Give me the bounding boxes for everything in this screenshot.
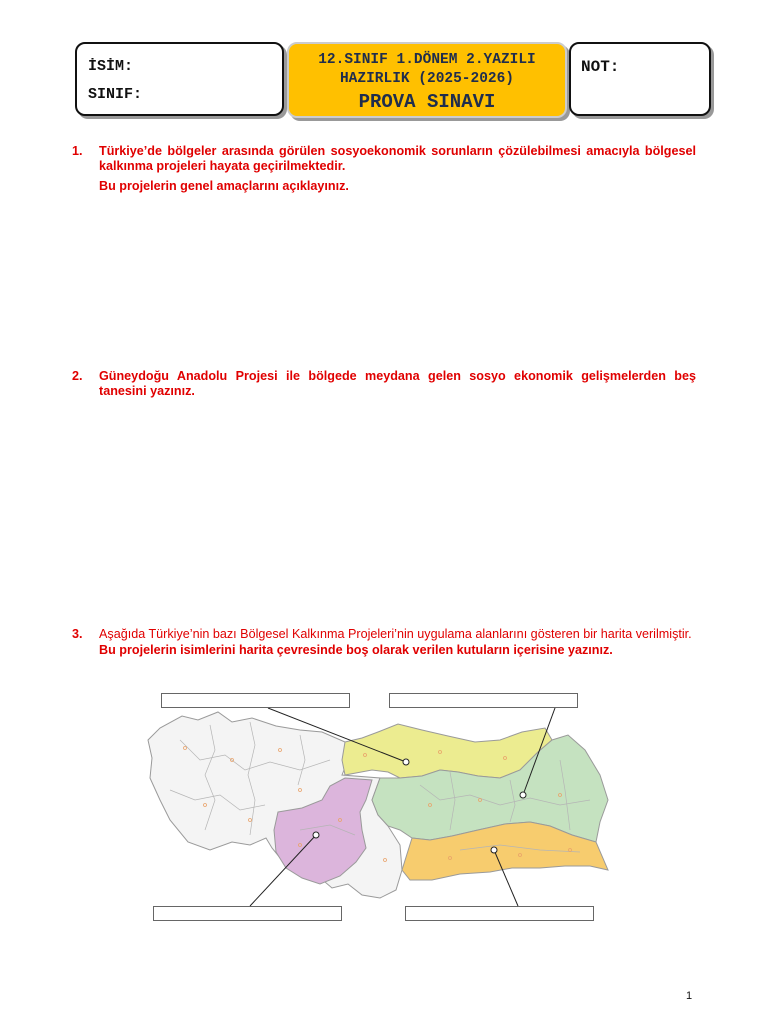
exam-title-line2: HAZIRLIK (2025-2026) <box>339 71 515 87</box>
exam-title-box <box>287 42 567 118</box>
question-2-text: Güneydoğu Anadolu Projesi ile bölgede meydana gelen sosyo ekonomik gelişmelerden beş tanesini yazınız. <box>99 369 696 398</box>
grade-label: NOT: <box>581 58 620 76</box>
answer-box-top-left[interactable] <box>161 693 350 708</box>
class-label: SINIF: <box>88 86 143 103</box>
exam-title-line1: 12.SINIF 1.DÖNEM 2.YAZILI <box>318 52 536 68</box>
question-1 <box>72 144 696 194</box>
answer-box-bottom-right[interactable] <box>405 906 594 921</box>
question-3-prompt: Bu projelerin isimlerini harita çevresinde boş olarak verilen kutuların içerisine yazınız. <box>99 643 613 657</box>
name-label: İSİM: <box>88 58 134 75</box>
student-info-box <box>75 42 284 116</box>
grade-box <box>569 42 711 116</box>
answer-box-top-right[interactable] <box>389 693 578 708</box>
question-3-text: Aşağıda Türkiye’nin bazı Bölgesel Kalkınma Projeleri’nin uygulama alanlarını gösteren bir harita verilmiştir. <box>99 627 692 641</box>
exam-title-main: PROVA SINAVI <box>358 91 496 113</box>
turkey-regional-projects-map <box>140 708 620 908</box>
page-number: 1 <box>686 990 693 1002</box>
question-3-number: 3. <box>72 627 83 641</box>
question-2-number: 2. <box>72 369 83 383</box>
answer-box-bottom-left[interactable] <box>153 906 342 921</box>
question-1-text: Türkiye’de bölgeler arasında görülen sosyoekonomik sorunların çözülebilmesi amacıyla bölgesel kalkınma projeleri hayata geçirilmektedir. <box>99 144 696 173</box>
question-2 <box>72 369 696 399</box>
question-3 <box>72 627 696 658</box>
question-1-prompt: Bu projelerin genel amaçlarını açıklayınız. <box>99 179 349 193</box>
question-1-number: 1. <box>72 144 83 158</box>
